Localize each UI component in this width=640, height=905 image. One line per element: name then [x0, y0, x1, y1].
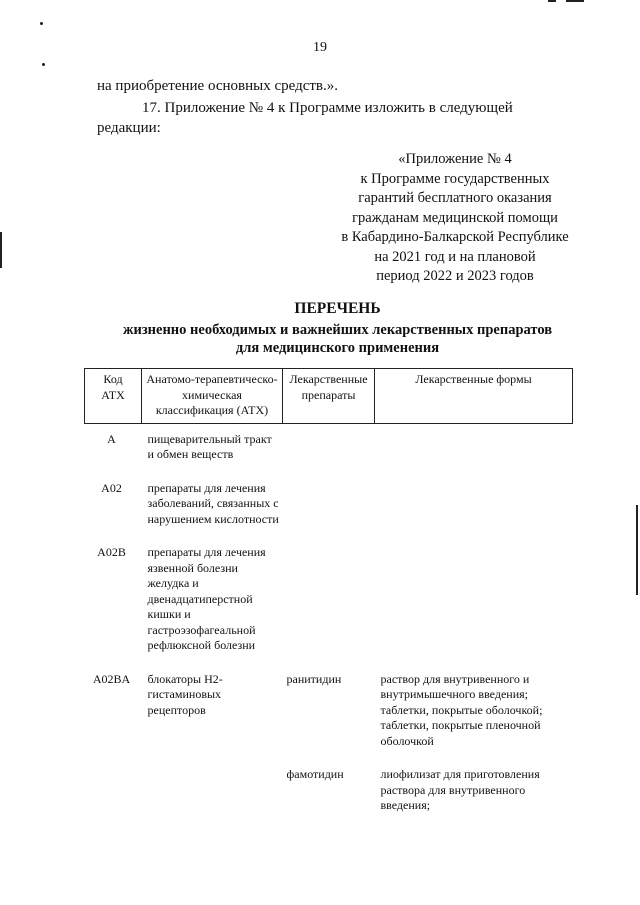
- appendix-header: [310, 150, 600, 287]
- cell-drug: [283, 481, 375, 546]
- paragraph-17-tail: редакции:: [97, 120, 161, 136]
- header-drugs: Лекарственные препараты: [283, 369, 375, 424]
- paragraph-continuation: на приобретение основных средств.».: [97, 78, 338, 94]
- document-title: [0, 300, 640, 357]
- page-number: 19: [313, 40, 327, 55]
- cell-form: [375, 423, 573, 481]
- title-line-2: жизненно необходимых и важнейших лекарственных препаратов: [122, 322, 553, 338]
- scan-mark: [566, 0, 584, 2]
- cell-form: [375, 481, 573, 546]
- scan-mark: [40, 22, 43, 25]
- cell-form: раствор для внутривенного и внутримышечного введения; таблетки, покрытые оболочкой; таблетки, покрытые пленочной оболочкой: [380, 671, 543, 748]
- title-line-1: ПЕРЕЧЕНЬ: [294, 300, 381, 317]
- cell-classification: [142, 767, 283, 814]
- drug-list-table: [84, 368, 572, 814]
- scan-mark: [548, 0, 556, 2]
- cell-drug: [283, 423, 375, 481]
- cell-form: лиофилизат для приготовления раствора для внутривенного введения;: [380, 767, 540, 812]
- cell-drug: ранитидин: [286, 671, 342, 686]
- table-header-row: [85, 369, 573, 424]
- title-line-3: для медицинского применения: [235, 340, 440, 356]
- cell-drug: фамотидин: [286, 767, 344, 781]
- scan-mark: [42, 63, 45, 66]
- appendix-line: на 2021 год и на плановой: [374, 248, 536, 265]
- appendix-line: к Программе государственных: [360, 170, 550, 187]
- cell-classification: препараты для лечения заболеваний, связанных с нарушением кислотности: [147, 480, 279, 526]
- table-row: [85, 767, 573, 814]
- cell-code: A: [107, 431, 116, 446]
- cell-classification: препараты для лечения язвенной болезни желудка и двенадцатиперстной кишки и гастроэзофагеальной рефлюксной болезни: [147, 545, 266, 652]
- header-code: Код АТХ: [85, 369, 142, 424]
- cell-code: A02B: [97, 545, 126, 559]
- paragraph-17-text: 17. Приложение № 4 к Программе изложить в следующей: [142, 100, 513, 116]
- paragraph-17: [97, 98, 567, 138]
- scan-mark: [636, 505, 638, 595]
- appendix-line: период 2022 и 2023 годов: [376, 268, 534, 284]
- cell-classification: пищеварительный тракт и обмен веществ: [147, 431, 272, 461]
- appendix-line: «Приложение № 4: [398, 151, 512, 167]
- cell-classification: блокаторы H2-гистаминовых рецепторов: [147, 671, 223, 717]
- table-row: [85, 423, 573, 481]
- appendix-line: в Кабардино-Балкарской Республике: [341, 229, 569, 245]
- header-forms: Лекарственные формы: [375, 369, 573, 424]
- cell-code: A02BA: [92, 671, 131, 686]
- table-row: [85, 545, 573, 672]
- cell-drug: [283, 545, 375, 672]
- cell-code: [85, 767, 142, 814]
- header-classification: Анатомо-терапевтическо-химическая классификация (АТХ): [142, 369, 283, 424]
- cell-code: A02: [101, 480, 122, 495]
- table-row: [85, 672, 573, 768]
- table-row: [85, 481, 573, 546]
- appendix-line: гарантий бесплатного оказания: [358, 190, 552, 206]
- appendix-line: гражданам медицинской помощи: [352, 209, 558, 226]
- cell-form: [375, 545, 573, 672]
- scan-mark: [0, 232, 2, 268]
